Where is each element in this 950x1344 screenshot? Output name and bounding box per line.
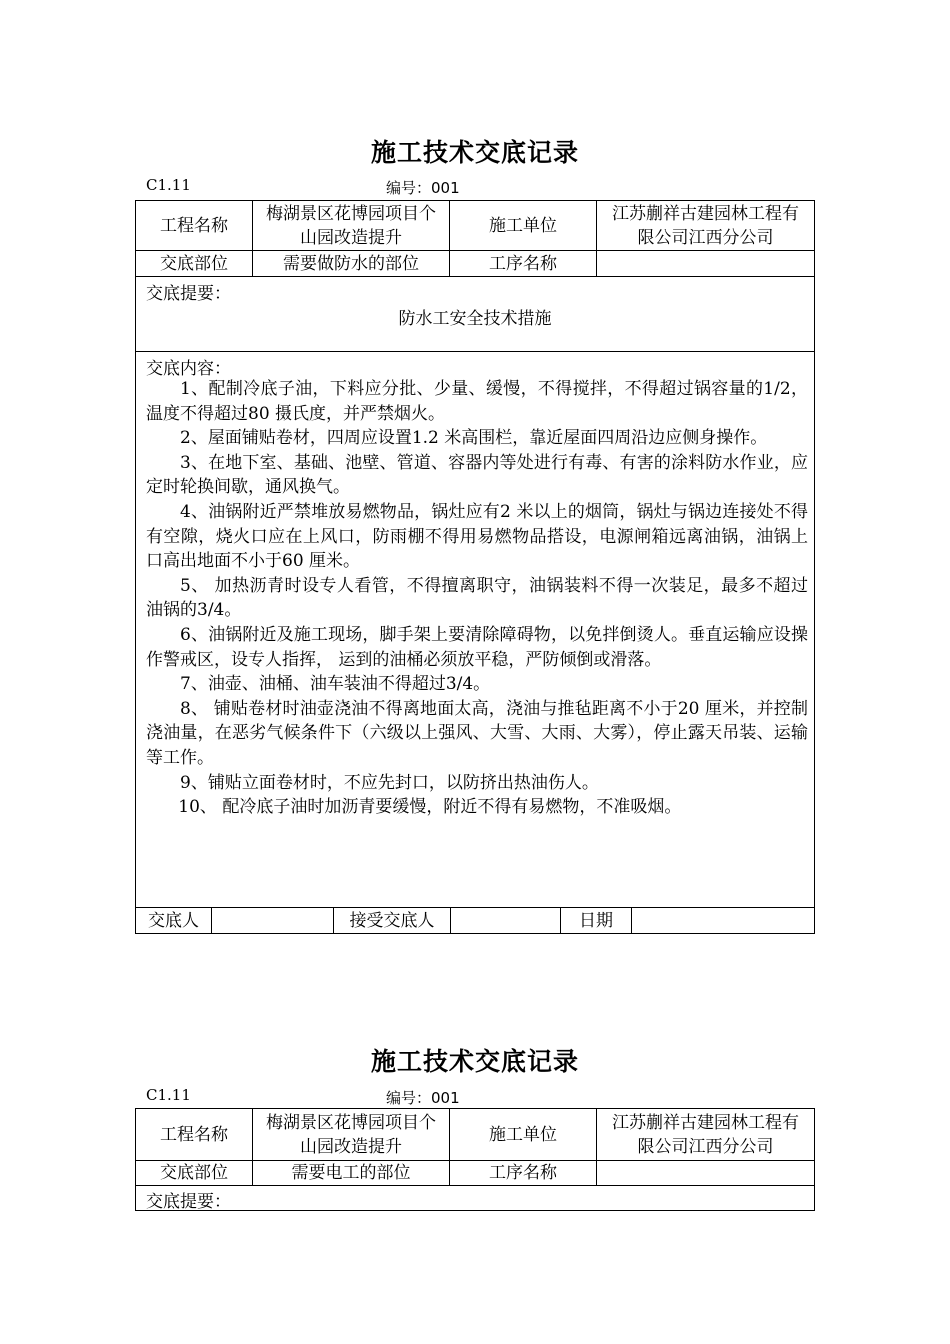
project-name-value: 梅湖景区花博园项目个山园改造提升 (253, 201, 450, 250)
content-label: 交底内容： (146, 359, 231, 379)
project-name-label: 工程名称 (136, 1109, 253, 1160)
discloser-label: 交底人 (136, 908, 212, 933)
construction-unit-value: 江苏蒯祥古建园林工程有限公司江西分公司 (612, 203, 799, 248)
summary-text: 防水工安全技术措施 (398, 309, 552, 329)
project-row (136, 201, 814, 251)
content-item: 6、油锅附近及施工现场，脚手架上要清除障碍物，以免拌倒烫人。垂直运输应设操作警戒区，设专人指挥， 运到的油桶必须放平稳，严防倾倒或滑落。 (146, 624, 808, 670)
record-number: 编号：001 (386, 1089, 460, 1107)
construction-unit-label: 施工单位 (450, 1109, 597, 1160)
content-body (146, 377, 808, 820)
part-label: 交底部位 (136, 1161, 253, 1185)
construction-unit-label: 施工单位 (450, 201, 597, 250)
content-item: 8、 铺贴卷材时油壶浇油不得离地面太高，浇油与推毡距离不小于20 厘米，并控制浇油量，在恶劣气候条件下（六级以上强风、大雪、大雨、大雾），停止露天吊装、运输等工作。 (146, 698, 808, 768)
project-row (136, 1109, 814, 1161)
receiver-label: 接受交底人 (334, 908, 451, 933)
date-value (632, 908, 814, 933)
content-row (136, 352, 814, 908)
signature-row (136, 908, 814, 933)
construction-unit-value: 江苏蒯祥古建园林工程有限公司江西分公司 (612, 1112, 799, 1157)
process-label: 工序名称 (450, 1161, 597, 1185)
part-row (136, 251, 814, 277)
discloser-value (212, 908, 334, 933)
content-item: 3、在地下室、基础、池壁、管道、容器内等处进行有毒、有害的涂料防水作业，应定时轮换间歇，通风换气。 (146, 452, 808, 498)
record-title: 施工技术交底记录 (370, 138, 579, 167)
receiver-value (451, 908, 561, 933)
process-label: 工序名称 (450, 251, 597, 276)
part-value: 需要电工的部位 (253, 1161, 450, 1185)
form-code: C1.11 (146, 1086, 191, 1104)
form-code: C1.11 (146, 176, 191, 194)
record-table (135, 1108, 815, 1211)
summary-row (136, 1186, 814, 1210)
part-label: 交底部位 (136, 251, 253, 276)
content-item: 4、油锅附近严禁堆放易燃物品，锅灶应有2 米以上的烟筒，锅灶与锅边连接处不得有空隙，烧火口应在上风口，防雨棚不得用易燃物品搭设，电源闸箱远离油锅，油锅上口高出地面不小于60 厘米。 (146, 501, 808, 572)
summary-label: 交底提要： (146, 1192, 231, 1212)
record-title: 施工技术交底记录 (370, 1047, 579, 1076)
content-item: 9、铺贴立面卷材时，不应先封口，以防挤出热油伤人。 (180, 772, 599, 793)
content-item: 5、 加热沥青时设专人看管，不得擅离职守，油锅装料不得一次装足，最多不超过油锅的3/4。 (146, 575, 808, 621)
date-label: 日期 (561, 908, 632, 933)
content-item: 10、 配冷底子油时加沥青要缓慢，附近不得有易燃物，不准吸烟。 (178, 797, 682, 818)
record-table (135, 200, 815, 934)
part-value: 需要做防水的部位 (253, 251, 450, 276)
process-value (597, 1161, 814, 1185)
content-item: 1、配制冷底子油，下料应分批、少量、缓慢，不得搅拌，不得超过锅容量的1/2，温度不得超过80 摄氏度，并严禁烟火。 (146, 379, 808, 424)
content-item: 2、屋面铺贴卷材，四周应设置1.2 米高围栏，靠近屋面四周沿边应侧身操作。 (180, 428, 768, 449)
content-item: 7、油壶、油桶、油车装油不得超过3/4。 (180, 674, 491, 695)
project-name-value: 梅湖景区花博园项目个山园改造提升 (253, 1109, 450, 1160)
summary-row (136, 277, 814, 352)
summary-label: 交底提要： (146, 284, 231, 304)
record-number: 编号：001 (386, 179, 460, 197)
part-row (136, 1161, 814, 1186)
process-value (597, 251, 814, 276)
project-name-label: 工程名称 (136, 201, 253, 250)
